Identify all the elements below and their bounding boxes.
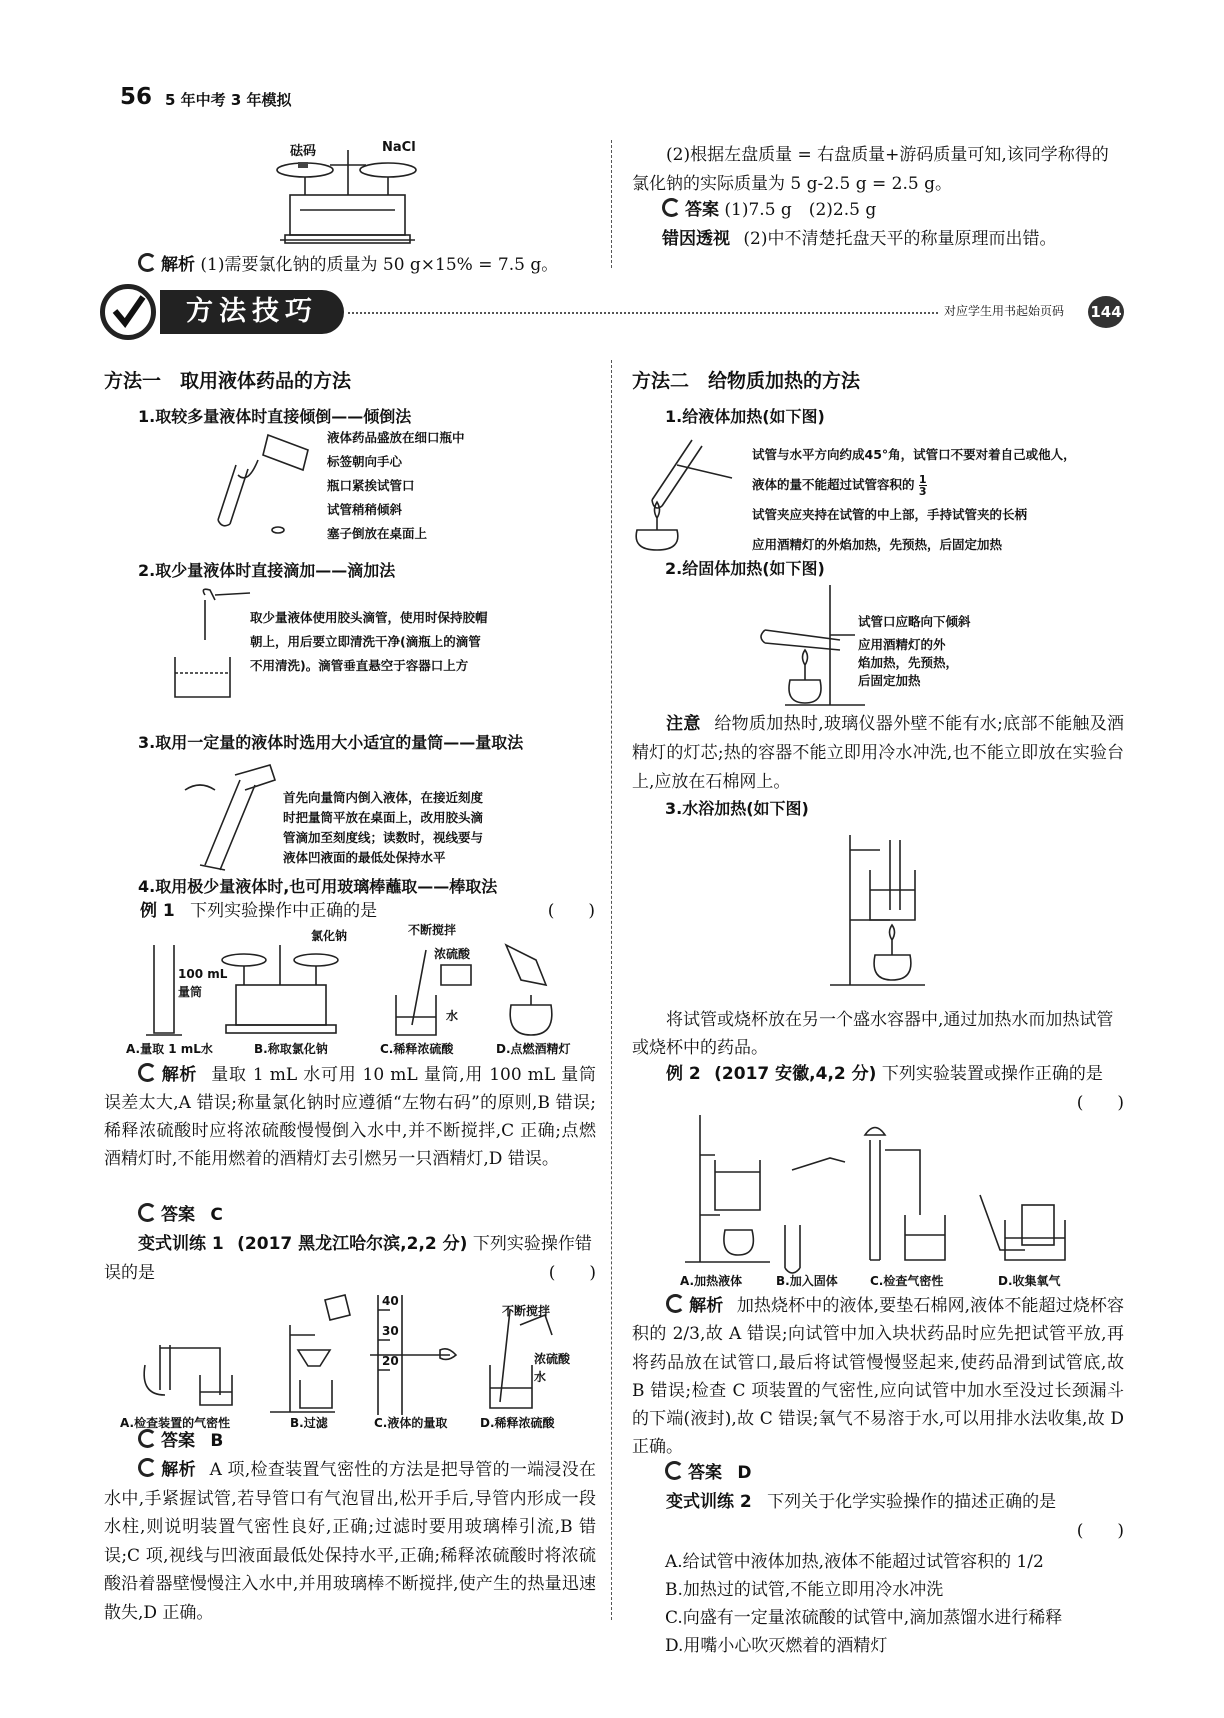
- ex1-caption: D.点燃酒精灯: [496, 1042, 571, 1056]
- example2-answer: [665, 1460, 752, 1487]
- option-b: B.加热过的试管,不能立即用冷水冲洗: [665, 1580, 944, 1600]
- v1-caption: A.检查装置的气密性: [120, 1416, 231, 1430]
- ex1-caption: A.量取 1 mL水: [126, 1042, 213, 1056]
- ex1-fig-label: 氯化钠: [311, 929, 348, 943]
- variant1-bracket: ( ): [548, 1263, 596, 1283]
- method1-s2-labels: [250, 606, 488, 678]
- ex2-caption: D.收集氧气: [998, 1274, 1061, 1288]
- ex1-caption: B.称取氯化钠: [254, 1042, 328, 1056]
- analysis-text: 量取 1 mL 水可用 10 mL 量筒,用 100 mL 量筒误差太大,A 错误;称量氯化钠时应遵循“左物右码”的原则,B 错误;稀释浓硫酸时应将浓硫酸慢慢倒入水中,并不断搅拌,C 正确;点燃酒精灯时,不能用燃着的酒精灯去引燃另一只酒精灯,D 错误。: [104, 1065, 597, 1169]
- m2-s1-label: 应用酒精灯的外焰加热，先预热，后固定加热: [752, 537, 1003, 552]
- method1-s1-labels: [327, 430, 465, 542]
- balance-label-nacl: NaCl: [382, 140, 416, 155]
- variant1-answer: [138, 1428, 223, 1455]
- s1-label: 瓶口紧挨试管口: [327, 478, 415, 493]
- analysis-text: (1)需要氯化钠的质量为 50 g×15% = 7.5 g。: [200, 255, 559, 275]
- method-banner: [100, 284, 1130, 340]
- balance-label-weight: 砝码: [290, 144, 317, 159]
- fraction-num: 1: [918, 473, 927, 486]
- book-title: 5 年中考 3 年模拟: [165, 91, 292, 109]
- balance-drawing: [270, 140, 430, 250]
- top-right-error: [662, 226, 1057, 253]
- banner-dotted-line: [348, 312, 1038, 314]
- checkmark-icon: [100, 284, 156, 340]
- analysis-text: 加热烧杯中的液体,要垫石棉网,液体不能超过烧杯容积的 2/3,故 A 错误;向试管中加入块状药品时应先把试管平放,再将药品放在试管口,最后将试管慢慢竖起来,使药品滑到试管底,故 B 错误;检查 C 项装置的气密性,应向试管中加水至没过长颈漏斗的下端(液封),故 C 错误;氧气不易溶于水,可以用排水法收集,故 D 正确。: [632, 1296, 1125, 1458]
- method2-s1-labels: [752, 440, 1076, 560]
- variant1-label: 变式训练 1: [138, 1234, 224, 1254]
- method1-s4-title: 4.取用极少量液体时,也可用玻璃棒蘸取——棒取法: [138, 877, 498, 896]
- example1-question: [140, 898, 595, 925]
- answer-tag: 答案: [662, 200, 719, 220]
- v1-fig-label: 水: [534, 1370, 547, 1384]
- ex1-fig-label: 浓硫酸: [434, 947, 471, 961]
- top-right-text: (2)根据左盘质量 = 右盘质量+游码质量可知,该同学称得的氯化钠的实际质量为 5 g-2.5 g = 2.5 g。: [632, 145, 1109, 194]
- method1-s2-title: 2.取少量液体时直接滴加——滴加法: [138, 561, 396, 580]
- m2-s2-label: 试管口应略向下倾斜: [858, 614, 971, 629]
- variant2-options: [665, 1548, 1062, 1660]
- page-number: 56: [120, 84, 153, 110]
- water-bath-drawing: [830, 830, 930, 990]
- answer-text: B: [210, 1431, 224, 1451]
- m2-s2-label: 焰加热，先预热，: [858, 655, 959, 670]
- method2-s2-title: 2.给固体加热(如下图): [665, 559, 825, 578]
- example1-figure: [126, 925, 596, 1055]
- ex1-fig-label: 100 mL: [178, 967, 228, 981]
- analysis-tag: 解析: [138, 255, 195, 275]
- analysis-tag: 解析: [138, 1460, 196, 1480]
- s2-label: 取少量液体使用胶头滴管，使用时保持胶帽: [250, 610, 488, 625]
- s1-label: 标签朝向手心: [327, 454, 403, 469]
- s2-label: 不用清洗)。滴管垂直悬空于容器口上方: [250, 658, 469, 673]
- v1-fig-label: 不断搅拌: [502, 1304, 551, 1318]
- method2-s2-labels: [858, 608, 971, 690]
- liquid-heating-drawing: [632, 430, 742, 550]
- v1-caption: D.稀释浓硫酸: [480, 1416, 555, 1430]
- m2-s1-label: 液体的量不能超过试管容积的: [752, 477, 915, 492]
- m2-s2-label: 应用酒精灯的外: [858, 637, 946, 652]
- example2-figure: [680, 1110, 1100, 1290]
- banner-ref-page: 144: [1088, 296, 1124, 328]
- m2-s2-label: 后固定加热: [858, 673, 921, 688]
- s1-label: 塞子倒放在桌面上: [327, 526, 428, 541]
- v1-caption: B.过滤: [290, 1416, 328, 1430]
- s3-label: 液体凹液面的最低处保持水平: [283, 850, 446, 865]
- method2-note: [632, 710, 1124, 797]
- analysis-tag: 解析: [666, 1296, 723, 1316]
- ex2-caption: B.加入固体: [776, 1274, 838, 1288]
- ex1-fig-label: 水: [446, 1009, 459, 1023]
- banner-title: 方法技巧: [160, 290, 344, 334]
- s2-label: 朝上，用后要立即清洗干净(滴瓶上的滴管: [250, 634, 481, 649]
- error-text: (2)中不清楚托盘天平的称量原理而出错。: [743, 229, 1057, 249]
- v1-caption: C.液体的量取: [374, 1416, 448, 1430]
- variant2-label: 变式训练 2: [666, 1492, 752, 1512]
- fraction-den: 3: [918, 485, 927, 498]
- answer-tag: 答案: [138, 1205, 195, 1225]
- example2-drawing: [680, 1110, 1100, 1270]
- s3-label: 首先向量筒内倒入液体，在接近刻度: [283, 790, 484, 805]
- top-left-analysis: [138, 252, 598, 279]
- answer-tag: 答案: [665, 1463, 722, 1483]
- example2-source: (2017 安徽,4,2 分): [714, 1064, 877, 1084]
- s3-label: 管滴加至刻度线；读数时，视线要与: [283, 830, 484, 845]
- s1-label: 试管稍稍倾斜: [327, 502, 403, 517]
- example2-label: 例 2: [666, 1064, 701, 1084]
- banner-ref-text: 对应学生用书起始页码: [940, 302, 1064, 319]
- answer-tag: 答案: [138, 1431, 195, 1451]
- note-label: 注意: [666, 714, 701, 734]
- variant1-question: [104, 1230, 596, 1288]
- example1-label: 例 1: [140, 901, 175, 921]
- example1-bracket: ( ): [547, 901, 595, 921]
- m2-s1-label: 试管与水平方向约成45°角，试管口不要对着自己或他人，: [752, 447, 1076, 462]
- example2-bracket: ( ): [1076, 1093, 1124, 1113]
- pouring-drawing: [208, 425, 318, 535]
- analysis-tag: 解析: [138, 1065, 197, 1085]
- v1-fig-label: 浓硫酸: [534, 1352, 571, 1366]
- balance-figure: [270, 140, 430, 250]
- option-d: D.用嘴小心吹灭燃着的酒精灯: [665, 1636, 888, 1656]
- example2-question: [632, 1060, 1124, 1113]
- method2-s3-title: 3.水浴加热(如下图): [665, 799, 809, 818]
- example1-answer: [138, 1202, 223, 1229]
- answer-text: (1)7.5 g (2)2.5 g: [724, 200, 877, 220]
- variant1-text: 下列实验操作错误的是: [104, 1234, 592, 1283]
- m2-s1-label: 试管夹应夹持在试管的中上部，手持试管夹的长柄: [752, 507, 1028, 522]
- variant2-question: [632, 1488, 1124, 1541]
- method1-s3-title: 3.取用一定量的液体时选用大小适宜的量筒——量取法: [138, 733, 524, 752]
- variant2-bracket: ( ): [1076, 1521, 1124, 1541]
- method1-s1-title: 1.取较多量液体时直接倾倒——倾倒法: [138, 407, 412, 426]
- example2-text: 下列实验装置或操作正确的是: [881, 1064, 1103, 1084]
- ex1-caption: C.稀释浓硫酸: [380, 1042, 454, 1056]
- column-divider-top: [611, 140, 612, 268]
- v1-fig-label: 40: [382, 1294, 399, 1308]
- s1-label: 液体药品盛放在细口瓶中: [327, 430, 465, 445]
- option-a: A.给试管中液体加热,液体不能超过试管容积的 1/2: [665, 1552, 1044, 1572]
- s3-label: 时把量筒平放在桌面上，改用胶头滴: [283, 810, 484, 825]
- variant2-text: 下列关于化学实验操作的描述正确的是: [767, 1492, 1057, 1512]
- analysis-text: A 项,检查装置气密性的方法是把导管的一端浸没在水中,手紧握试管,若导管口有气泡冒出,松开手后,导管内形成一段水柱,则说明装置气密性良好,正确;过滤时要用玻璃棒引流,B 错误;C 项,视线与凹液面最低处保持水平,正确;稀释浓硫酸时将浓硫酸沿着器壁慢慢注入水中,并用玻璃棒不断搅拌,使产生的热量迅速散失,D 正确。: [104, 1460, 597, 1623]
- example1-analysis: [104, 1061, 596, 1173]
- m2-s1-fraction-row: [752, 470, 1076, 500]
- error-tag: 错因透视: [662, 229, 730, 249]
- answer-text: D: [737, 1463, 752, 1483]
- method1-s3-labels: [283, 788, 483, 868]
- variant1-figure: [120, 1290, 596, 1430]
- column-divider-main: [611, 360, 612, 1620]
- variant1-source: (2017 黑龙江哈尔滨,2,2 分): [237, 1234, 468, 1254]
- note-text: 给物质加热时,玻璃仪器外壁不能有水;底部不能触及酒精灯的灯芯;热的容器不能立即用冷水冲洗,也不能立即放在实验台上,应放在石棉网上。: [632, 714, 1125, 792]
- option-c: C.向盛有一定量浓硫酸的试管中,滴加蒸馏水进行稀释: [665, 1608, 1063, 1628]
- dropper-drawing: [170, 585, 250, 705]
- ex2-caption: A.加热液体: [680, 1274, 743, 1288]
- top-right-answer: [662, 197, 876, 224]
- v1-fig-label: 30: [382, 1324, 399, 1338]
- variant1-analysis: [104, 1456, 596, 1627]
- fraction: [919, 474, 927, 497]
- solid-heating-drawing: [755, 585, 875, 715]
- ex1-fig-label: 不断搅拌: [408, 923, 457, 937]
- method2-s1-title: 1.给液体加热(如下图): [665, 407, 825, 426]
- answer-text: C: [210, 1205, 223, 1225]
- example2-analysis: [632, 1292, 1124, 1462]
- example1-text: 下列实验操作中正确的是: [190, 901, 378, 921]
- v1-fig-label: 20: [382, 1354, 399, 1368]
- ex1-fig-label: 量筒: [178, 985, 203, 999]
- method2-title: 方法二 给物质加热的方法: [632, 370, 861, 392]
- ex2-caption: C.检查气密性: [870, 1274, 944, 1288]
- method2-s3-text: 将试管或烧杯放在另一个盛水容器中,通过加热水而加热试管或烧杯中的药品。: [632, 1010, 1114, 1058]
- method1-title: 方法一 取用液体药品的方法: [104, 370, 352, 392]
- measuring-drawing: [180, 760, 280, 870]
